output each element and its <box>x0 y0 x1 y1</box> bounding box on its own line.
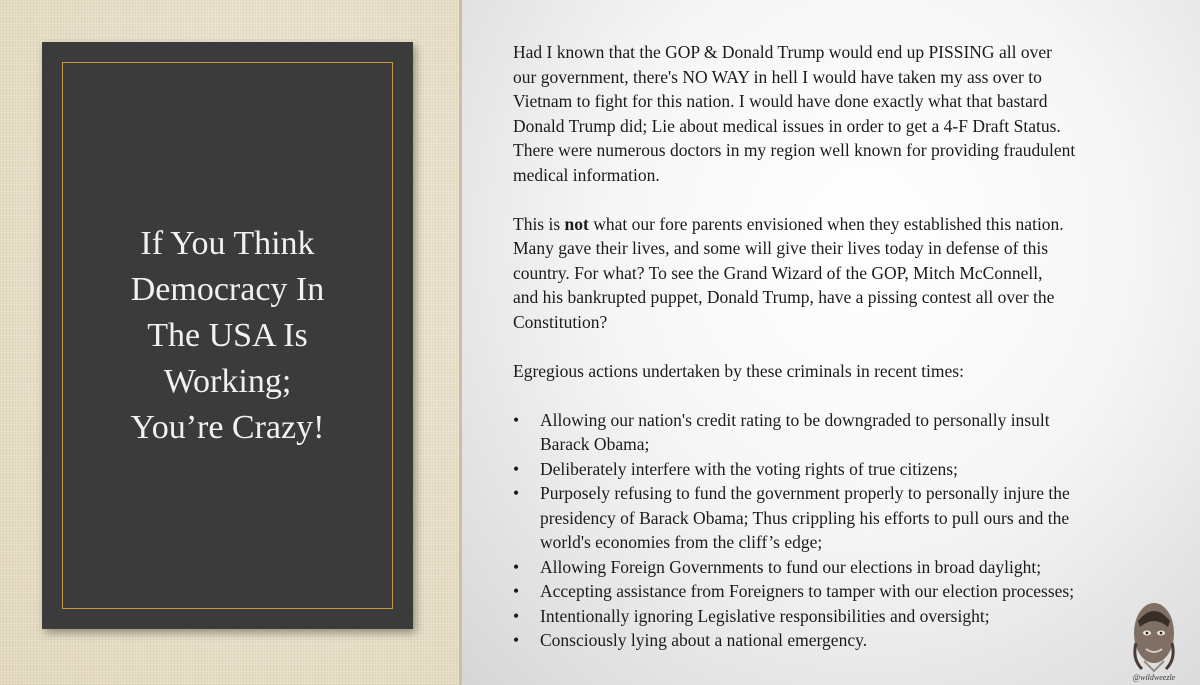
paragraph-1 <box>513 40 1153 187</box>
bullet-dot-icon: • <box>513 409 520 430</box>
watermark <box>1124 597 1184 685</box>
paragraph-line: medical information. <box>513 164 660 185</box>
bullet-item <box>513 579 1153 604</box>
bullet-line: Accepting assistance from Foreigners to tamper with our election processes; <box>540 581 1075 601</box>
card-title-line: If You Think <box>140 224 315 262</box>
paragraph-line: country. For what? To see the Grand Wizard of the GOP, Mitch McConnell, <box>513 262 1043 283</box>
bullet-list <box>513 408 1153 653</box>
bullet-item <box>513 408 1153 457</box>
watermark-handle: @wildweezle <box>1132 673 1176 682</box>
bullet-dot-icon: • <box>513 630 520 650</box>
bullet-line: Barack Obama; <box>540 434 650 454</box>
bullet-dot-icon: • <box>513 458 520 479</box>
emphasis-not: not <box>564 213 589 234</box>
card-title-line: Working; <box>163 362 292 400</box>
bullet-line: Consciously lying about a national emergency. <box>540 630 868 650</box>
bullet-line: Allowing our nation's credit rating to be downgraded to personally insult <box>540 409 1050 430</box>
paragraph-line: Vietnam to fight for this nation. I would have done exactly what that bastard <box>513 91 1048 111</box>
list-intro: Egregious actions undertaken by these criminals in recent times: <box>513 360 964 381</box>
bullet-item <box>513 555 1153 580</box>
bullet-dot-icon: • <box>513 581 520 601</box>
paragraph-line: Had I known that the GOP & Donald Trump would end up PISSING all over <box>513 42 1052 62</box>
bullet-line: Purposely refusing to fund the government properly to personally injure the <box>540 483 1070 503</box>
bullet-dot-icon: • <box>513 605 520 626</box>
bullet-line: Intentionally ignoring Legislative responsibilities and oversight; <box>540 605 990 626</box>
bullet-item <box>513 628 1153 653</box>
bullet-dot-icon: • <box>513 483 520 503</box>
bullet-item <box>513 481 1153 555</box>
paragraph-line: Constitution? <box>513 311 608 332</box>
card-title-line: The USA Is <box>147 316 308 354</box>
card-title-line: Democracy In <box>130 270 325 308</box>
paragraph-line: There were numerous doctors in my region well known for providing fraudulent <box>513 140 1076 160</box>
paragraph-line: Donald Trump did; Lie about medical issues in order to get a 4-F Draft Status. <box>513 115 1061 136</box>
bullet-item <box>513 457 1153 482</box>
paragraph-line: our government, there's NO WAY in hell I would have taken my ass over to <box>513 66 1042 87</box>
paragraph-line: and his bankrupted puppet, Donald Trump, have a pissing contest all over the <box>513 287 1055 307</box>
bullet-line: presidency of Barack Obama; Thus crippling his efforts to pull ours and the <box>540 507 1070 528</box>
bullet-dot-icon: • <box>513 556 520 577</box>
paragraph-2 <box>513 212 1153 335</box>
paragraph-2-lead: This is <box>513 213 565 234</box>
card-title-line: You’re Crazy! <box>130 408 325 446</box>
avatar-portrait-icon <box>1124 597 1184 673</box>
title-card <box>42 42 413 629</box>
body-text <box>513 40 1153 653</box>
bullet-item <box>513 604 1153 629</box>
paragraph-line <box>513 212 1153 237</box>
card-title <box>62 62 393 609</box>
paragraph-line: Many gave their lives, and some will give their lives today in defense of this <box>513 238 1049 258</box>
bullet-line: Allowing Foreign Governments to fund our elections in broad daylight; <box>540 556 1042 577</box>
paragraph-2-rest: what our fore parents envisioned when they established this nation. <box>588 213 1064 234</box>
bullet-line: world's economies from the cliff’s edge; <box>540 532 823 552</box>
bullet-line: Deliberately interfere with the voting rights of true citizens; <box>540 458 958 479</box>
